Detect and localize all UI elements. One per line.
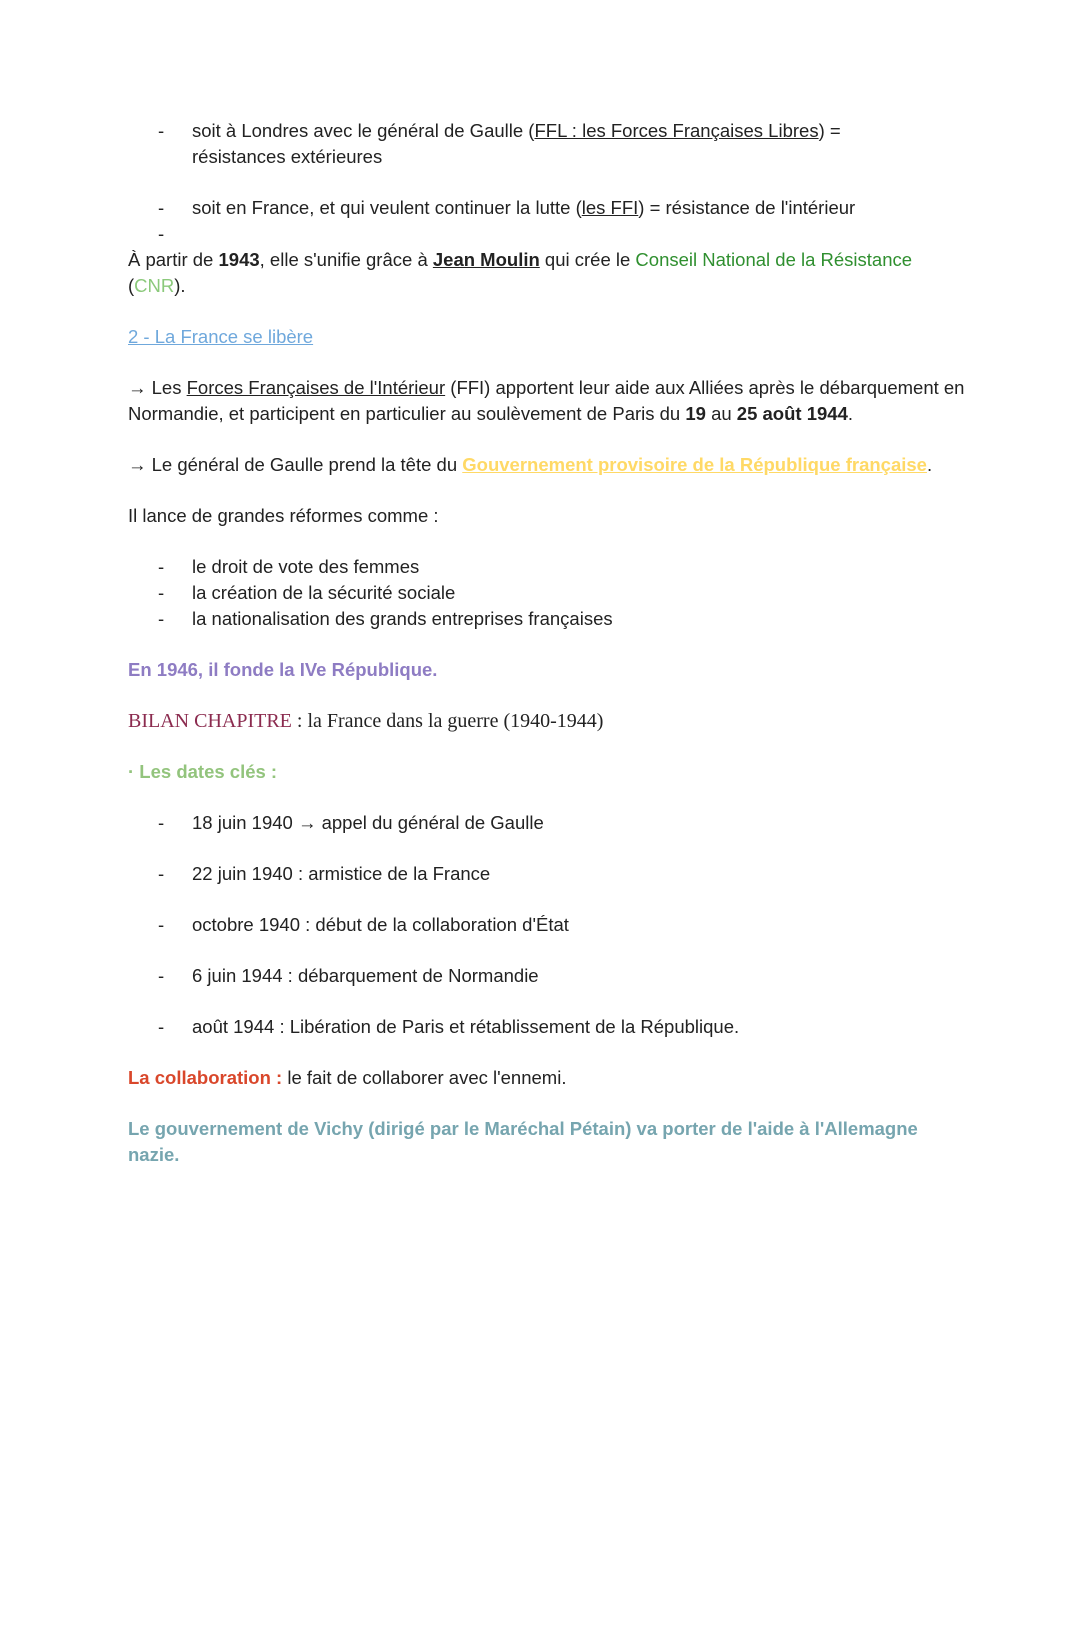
bullet-dash: - bbox=[158, 582, 165, 603]
bullet-dash: - bbox=[158, 556, 165, 577]
gaulle-paragraph: → Le général de Gaulle prend la tête du Gouvernement provisoire de la République française. bbox=[128, 454, 933, 475]
fourth-republic: En 1946, il fonde la IVe République. bbox=[128, 659, 438, 680]
document-page bbox=[128, 118, 968, 1168]
bilan-heading: BILAN CHAPITRE : la France dans la guerre (1940-1944) bbox=[128, 710, 604, 732]
bullet-dash: - bbox=[158, 965, 165, 986]
section-heading-liberation[interactable]: 2 - La France se libère bbox=[128, 326, 314, 347]
gpr-link[interactable]: Gouvernement provisoire de la République française bbox=[462, 454, 927, 475]
reform-item: - la nationalisation des grands entreprises françaises bbox=[128, 606, 968, 632]
bullet-dash: - bbox=[158, 608, 165, 629]
bullet-dash: - bbox=[158, 863, 165, 884]
vichy-paragraph: Le gouvernement de Vichy (dirigé par le Maréchal Pétain) va porter de l'aide à l'Allemagne nazie. bbox=[128, 1118, 918, 1165]
ffi-term: les FFI bbox=[581, 197, 639, 218]
unification-paragraph: À partir de 1943, elle s'unifie grâce à Jean Moulin qui crée le Conseil National de la Résistance (CNR). bbox=[128, 249, 913, 296]
ffl-term: FFL : les Forces Françaises Libres bbox=[534, 120, 819, 141]
collaboration-definition: La collaboration : le fait de collaborer avec l'ennemi. bbox=[128, 1067, 567, 1088]
ffi-paragraph: → Les Forces Françaises de l'Intérieur (FFI) apportent leur aide aux Alliées après le débarquement en Normandie, et participent en particulier au soulèvement de Paris du 19 au 25 août 1944. bbox=[128, 377, 965, 424]
bullet-dash: - bbox=[158, 223, 165, 244]
bullet-dash: - bbox=[158, 120, 165, 141]
jean-moulin: Jean Moulin bbox=[432, 249, 540, 270]
date-item: - 22 juin 1940 : armistice de la France bbox=[128, 861, 968, 887]
bullet-dash: - bbox=[158, 914, 165, 935]
bullet-dash: - bbox=[158, 812, 165, 833]
date-item: - octobre 1940 : début de la collaboration d'État bbox=[128, 912, 968, 938]
reform-item: - la création de la sécurité sociale bbox=[128, 580, 968, 606]
date-item: - août 1944 : Libération de Paris et rétablissement de la République. bbox=[128, 1014, 968, 1040]
bullet-ffl: - soit à Londres avec le général de Gaulle (FFL : les Forces Françaises Libres) = résistances extérieures bbox=[158, 120, 841, 167]
cnr-full: Conseil National de la Résistance bbox=[635, 249, 913, 270]
cnr-abbr: CNR bbox=[134, 275, 175, 296]
date-item: - 6 juin 1944 : débarquement de Normandie bbox=[128, 963, 968, 989]
dates-title: · Les dates clés : bbox=[128, 761, 278, 782]
bullet-dash: - bbox=[158, 1016, 165, 1037]
reform-item: - le droit de vote des femmes bbox=[128, 554, 968, 580]
bullet-empty bbox=[128, 221, 968, 247]
bullet-dash: - bbox=[158, 197, 165, 218]
bullet-ffi: - soit en France, et qui veulent continuer la lutte (les FFI) = résistance de l'intérieur bbox=[128, 195, 968, 221]
reforms-intro: Il lance de grandes réformes comme : bbox=[128, 505, 439, 526]
date-item: - 18 juin 1940 → appel du général de Gaulle bbox=[128, 810, 968, 836]
